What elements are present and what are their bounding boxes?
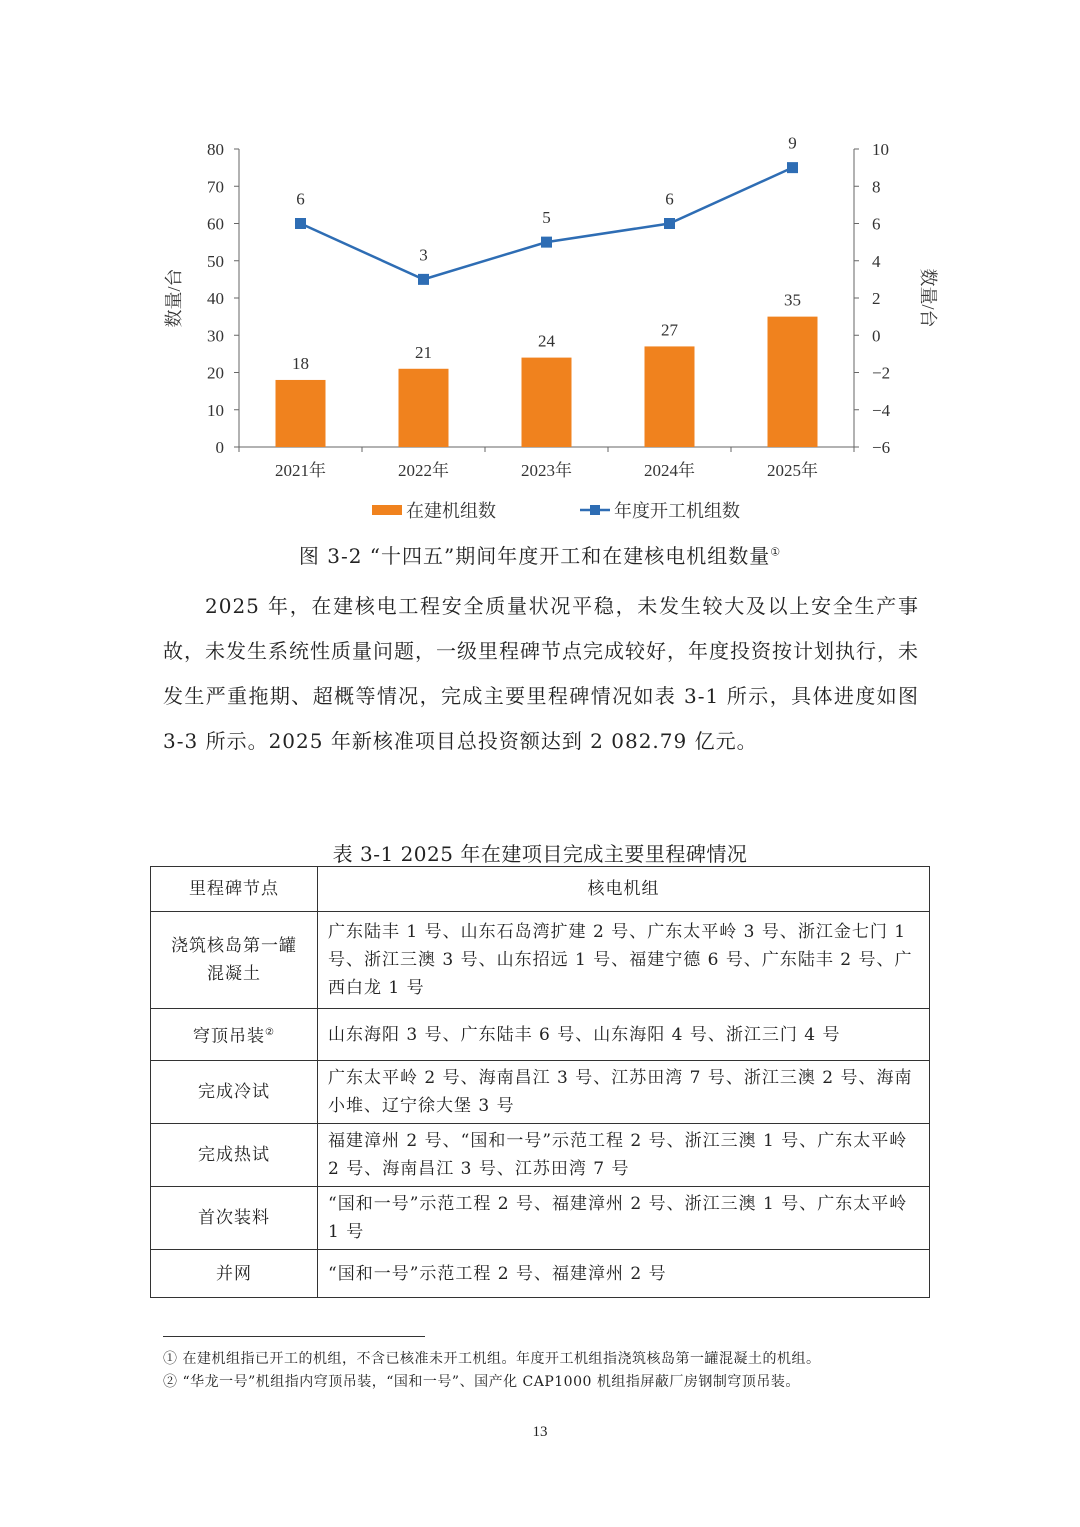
x-tick-label: 2021年 — [275, 461, 326, 480]
line-point-marker — [541, 237, 552, 248]
header-nuclear-units: 核电机组 — [318, 867, 930, 912]
x-tick-label: 2025年 — [767, 461, 818, 480]
right-tick-label: −2 — [872, 363, 891, 383]
bar-value-label: 21 — [415, 342, 432, 362]
left-tick-label: 40 — [207, 289, 224, 308]
nuclear-units: “国和一号”示范工程 2 号、福建漳州 2 号、浙江三澳 1 号、广东太平岭 1 号 — [318, 1187, 930, 1250]
right-tick-label: 8 — [872, 177, 881, 197]
milestone-node — [151, 1250, 318, 1298]
left-axis-title: 数量/台 — [164, 268, 184, 328]
footnotes — [163, 1348, 820, 1394]
milestone-node-label: 浇筑核岛第一罐混凝土 — [171, 936, 297, 984]
legend-line-label: 年度开工机组数 — [614, 501, 740, 521]
left-tick-label: 30 — [207, 326, 224, 346]
legend-bar-label: 在建机组数 — [406, 501, 496, 521]
line-value-label: 9 — [788, 133, 797, 153]
milestone-node — [151, 912, 318, 1009]
milestone-note-mark: ② — [265, 1026, 275, 1038]
right-axis-title: 数量/台 — [918, 268, 938, 328]
bar-under-construction — [399, 369, 449, 447]
line-value-label: 5 — [542, 208, 551, 228]
nuclear-units: “国和一号”示范工程 2 号、福建漳州 2 号 — [318, 1250, 930, 1298]
left-tick-label: 80 — [207, 140, 224, 159]
bar-value-label: 24 — [538, 331, 555, 351]
bar-value-label: 27 — [661, 320, 678, 340]
right-tick-label: 2 — [872, 289, 881, 308]
milestone-node-label: 完成冷试 — [198, 1082, 270, 1102]
line-point-marker — [664, 218, 675, 229]
table-row — [151, 1187, 930, 1250]
x-tick-label: 2023年 — [521, 461, 572, 480]
bar-value-label: 18 — [292, 353, 309, 373]
milestone-node — [151, 1061, 318, 1124]
left-tick-label: 20 — [207, 363, 224, 383]
table-row — [151, 1009, 930, 1061]
figure-caption — [0, 540, 1080, 569]
left-tick-label: 70 — [207, 177, 224, 197]
line-value-label: 6 — [665, 189, 674, 209]
bar-under-construction — [522, 358, 572, 447]
table-title: 表 3-1 2025 年在建项目完成主要里程碑情况 — [332, 842, 748, 866]
legend-bar-swatch — [372, 505, 402, 515]
left-tick-label: 60 — [207, 214, 224, 234]
footnote-divider — [163, 1336, 425, 1337]
line-point-marker — [295, 218, 306, 229]
nuclear-units: 福建漳州 2 号、“国和一号”示范工程 2 号、浙江三澳 1 号、广东太平岭 2 号、海南昌江 3 号、江苏田湾 7 号 — [318, 1124, 930, 1187]
milestone-node-label: 首次装料 — [198, 1208, 270, 1228]
milestone-node — [151, 1187, 318, 1250]
x-tick-label: 2022年 — [398, 461, 449, 480]
nuclear-units: 广东太平岭 2 号、海南昌江 3 号、江苏田湾 7 号、浙江三澳 2 号、海南小堆、辽宁徐大堡 3 号 — [318, 1061, 930, 1124]
bar-under-construction — [768, 317, 818, 447]
figure-caption-note-mark: ① — [770, 545, 782, 559]
footnote-1: ① 在建机组指已开工的机组，不含已核准未开工机组。年度开工机组指浇筑核岛第一罐混凝土的机组。 — [163, 1351, 821, 1367]
right-tick-label: −6 — [872, 438, 891, 457]
bar-under-construction — [276, 380, 326, 447]
milestone-node-label: 并网 — [216, 1263, 252, 1284]
header-milestone-node: 里程碑节点 — [151, 867, 318, 912]
right-tick-label: 0 — [872, 326, 881, 346]
table-row — [151, 1061, 930, 1124]
line-value-label: 3 — [419, 245, 428, 265]
milestone-node — [151, 1009, 318, 1061]
milestone-node-label: 完成热试 — [198, 1145, 270, 1165]
milestone-node-label: 穹顶吊装 — [193, 1026, 266, 1047]
bar-value-label: 35 — [784, 290, 801, 310]
milestone-table — [150, 866, 930, 1298]
table-row — [151, 1250, 930, 1298]
right-tick-label: −4 — [872, 400, 891, 420]
line-point-marker — [418, 274, 429, 285]
line-value-label: 6 — [296, 189, 305, 209]
x-tick-label: 2024年 — [644, 461, 695, 480]
right-tick-label: 4 — [872, 251, 881, 271]
left-tick-label: 10 — [207, 400, 224, 420]
table-row — [151, 912, 930, 1009]
figure-caption-text: 图 3-2 “十四五”期间年度开工和在建核电机组数量 — [298, 544, 771, 568]
milestone-node — [151, 1124, 318, 1187]
table-header-row — [151, 867, 930, 912]
right-tick-label: 10 — [872, 140, 889, 159]
page-number: 13 — [532, 1424, 548, 1440]
line-point-marker — [787, 162, 798, 173]
table-row — [151, 1124, 930, 1187]
nuclear-units: 广东陆丰 1 号、山东石岛湾扩建 2 号、广东太平岭 3 号、浙江金七门 1 号、浙江三澳 3 号、山东招远 1 号、福建宁德 6 号、广东陆丰 2 号、广西白龙 1 号 — [318, 912, 930, 1009]
right-tick-label: 6 — [872, 214, 881, 234]
chart-3-2 — [150, 125, 940, 535]
body-paragraph: 2025 年，在建核电工程安全质量状况平稳，未发生较大及以上安全生产事故，未发生系统性质量问题，一级里程碑节点完成较好，年度投资按计划执行，未发生严重拖期、超概等情况，完成主要里程碑情况如表 3-1 所示，具体进度如图 3-3 所示。2025 年新核准项目总投资额达到 2 082.79 亿元。 — [163, 594, 919, 753]
legend-line-marker — [590, 505, 600, 515]
bar-under-construction — [645, 346, 695, 447]
footnote-2: ② “华龙一号”机组指内穹顶吊装，“国和一号”、国产化 CAP1000 机组指屏蔽厂房钢制穹顶吊装。 — [163, 1374, 800, 1390]
left-tick-label: 0 — [215, 438, 224, 457]
nuclear-units: 山东海阳 3 号、广东陆丰 6 号、山东海阳 4 号、浙江三门 4 号 — [318, 1009, 930, 1061]
left-tick-label: 50 — [207, 251, 224, 271]
